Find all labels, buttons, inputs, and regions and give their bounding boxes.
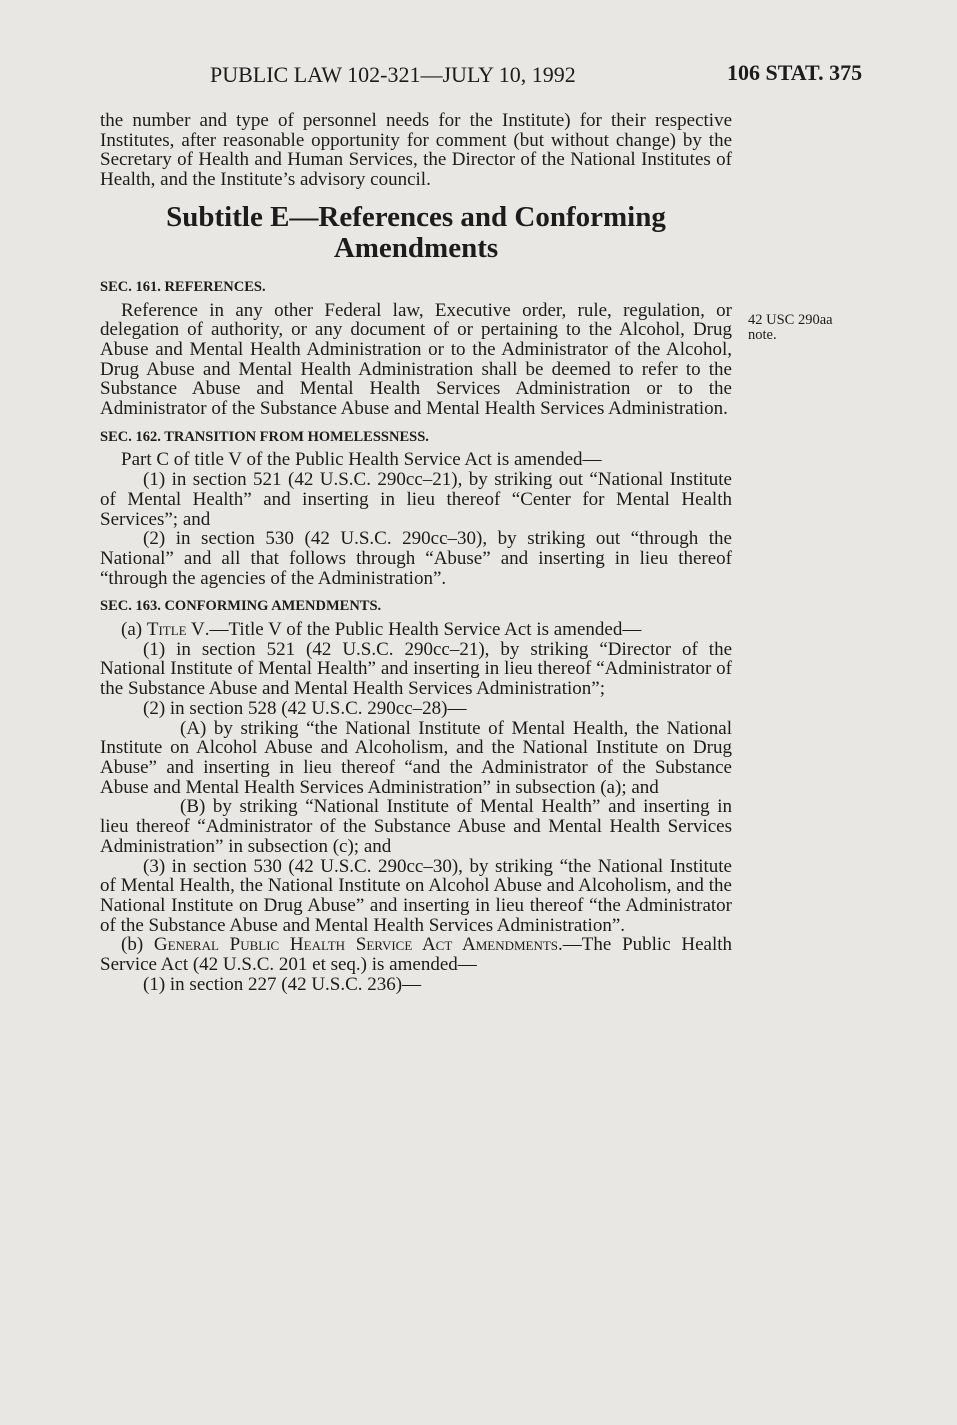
sec-163-a-lead: (a) (121, 619, 143, 641)
sec-163-subsection-a (100, 620, 732, 640)
sec-163-a-para-1: (1) in section 521 (42 U.S.C. 290cc–21), by striking “Director of the National Institute of Mental Health” and inserting in lieu thereof “Administrator of the Substance Abuse and Mental Health Services Administration”; (100, 638, 732, 700)
sec-162-heading: SEC. 162. TRANSITION FROM HOMELESSNESS. (100, 428, 429, 445)
sec-163-heading: SEC. 163. CONFORMING AMENDMENTS. (100, 598, 382, 615)
running-head: PUBLIC LAW 102-321—JULY 10, 1992 (210, 62, 576, 87)
sec-163-b-caption: General Public Health Service Act Amendments (153, 934, 559, 956)
statute-page-number: 106 STAT. 375 (727, 60, 863, 85)
sec-162-para-1: (1) in section 521 (42 U.S.C. 290cc–21), by striking out “National Institute of Mental Health” and inserting in lieu thereof “Center for Mental Health Services”; and (100, 469, 732, 530)
sec-163-b-para-1: (1) in section 227 (42 U.S.C. 236)— (143, 973, 422, 995)
sec-163-a-para-3: (3) in section 530 (42 U.S.C. 290cc–30), by striking “the National Institute of Mental Health, the National Institute on Alcohol Abuse and Alcoholism, and the National Institute on Drug Abuse” and inserting in lieu thereof “the Administrator of the Substance Abuse and Mental Health Services Administration”. (100, 855, 732, 936)
sec-163-a-para-2-A: (A) by striking “the National Institute of Mental Health, the National Institute on Alcohol Abuse and Alcoholism, and the National Institute on Drug Abuse” and inserting in lieu thereof “and the Administrator of the Substance Abuse and Mental Health Services Administration” in subsection (a); and (100, 717, 732, 798)
sec-162-para-2: (2) in section 530 (42 U.S.C. 290cc–30), by striking out “through the National” and all that follows through “Abuse” and inserting in lieu thereof “through the agencies of the Administration”. (100, 528, 732, 589)
continued-paragraph: the number and type of personnel needs for the Institute) for their respective Institutes, after reasonable opportunity for comment (but without change) by the Secretary of Health and Human Services, the Director of the National Institutes of Health, and the Institute’s advisory council. (100, 110, 732, 191)
sec-163-subsection-b (100, 935, 732, 974)
text-column (100, 111, 732, 994)
sec-163-a-caption: Title V (146, 619, 205, 641)
sec-163-a-text: .—Title V of the Public Health Service Act is amended— (204, 619, 642, 641)
subtitle-heading: Subtitle E—References and Conforming Amendments (166, 200, 666, 264)
sec-161-text: Reference in any other Federal law, Executive order, rule, regulation, or delegation of authority, or any document of or pertaining to the Alcohol, Drug Abuse and Mental Health Administration or to the Administrator of the Alcohol, Drug Abuse and Mental Health Administration shall be deemed to refer to the Substance Abuse and Mental Health Services Administration or to the Administrator of the Substance Abuse and Mental Health Services Administration. (100, 299, 732, 420)
sec-163-b-lead: (b) (121, 934, 144, 956)
sec-163-a-para-2-B: (B) by striking “National Institute of Mental Health” and inserting in lieu thereof “Administrator of the Substance Abuse and Mental Health Services Administration” in subsection (c); and (100, 796, 732, 857)
sec-163-b-text: .—The Public Health Service Act (42 U.S.C. 201 et seq.) is amended— (100, 934, 733, 976)
margin-note: 42 USC 290aa note. (748, 312, 833, 343)
sec-163-a-para-2: (2) in section 528 (42 U.S.C. 290cc–28)— (143, 697, 467, 719)
sec-162-intro: Part C of title V of the Public Health Service Act is amended— (121, 449, 602, 471)
sec-161-heading: SEC. 161. REFERENCES. (100, 278, 266, 295)
